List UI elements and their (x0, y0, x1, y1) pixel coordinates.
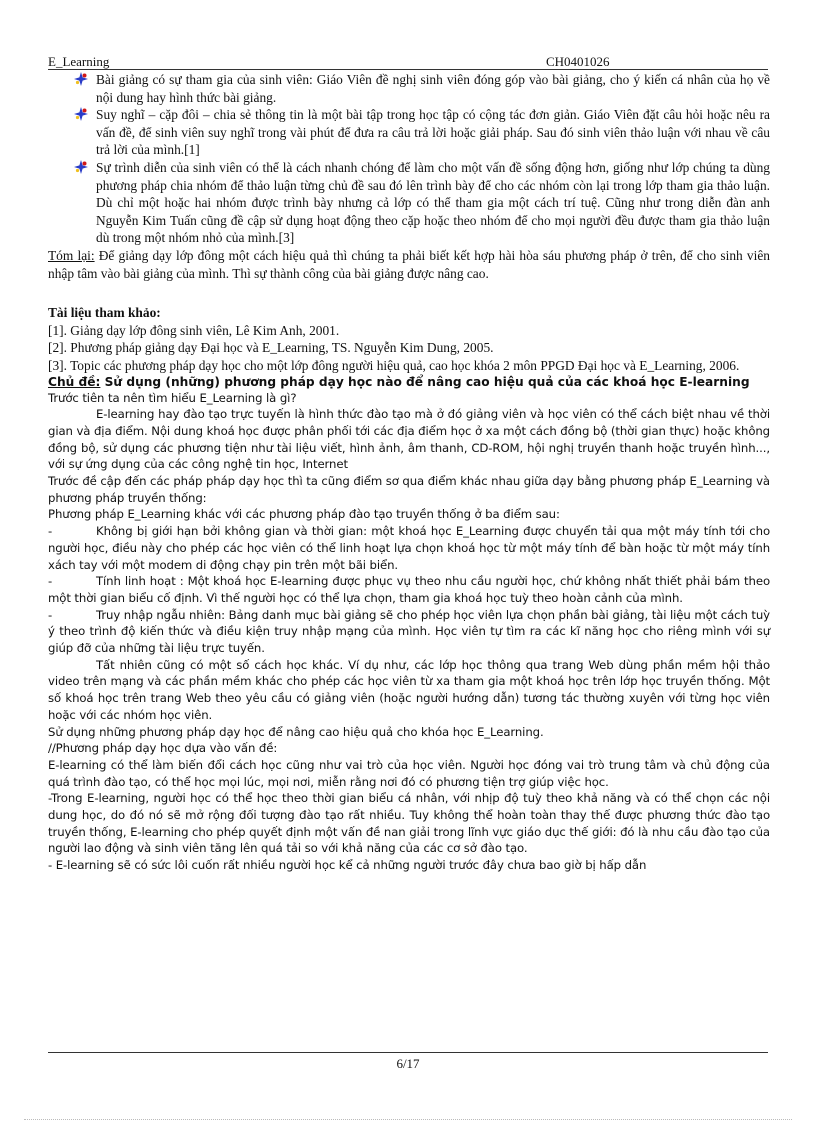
bullet-text: Sự trình diễn của sinh viên có thể là cách nhanh chóng để làm cho một vấn đề sống động hơn, giống như lớp chúng ta dùng phương pháp chia nhóm để thảo luận từng chủ đề sau đó lên trình bày để cho các nhóm còn lại trong lớp tham gia thảo luận. Dù chỉ một hoặc hai nhóm được trình bày nhưng cả lớp có thể tham gia một cách trí tuệ. Cũng như trong diễn đàn anh Nguyễn Kim Tuấn cũng đề cập sử dụng hoạt động theo cặp hoặc theo nhóm để cho mọi người đều được tham gia thảo luận dù trong một nhóm nhỏ của mình.[3] (96, 159, 770, 246)
dash-text: Truy nhập ngẫu nhiên: Bảng danh mục bài giảng sẽ cho phép học viên lựa chọn phần bài giảng, tài liệu một cách tuỳ ý theo trình độ kiến thức và điều kiện truy nhập mạng của mình. Học viên tự tìm ra các kĩ năng học cho riêng mình với sự giúp đỡ của những tài liệu trực tuyến. (48, 607, 770, 656)
summary-text: Để giảng dạy lớp đông một cách hiệu quả thì chúng ta phải biết kết hợp hài hòa sáu phương pháp ở trên, để cho sinh viên nhập tâm vào bài giảng của mình. Thì sự thành công của bài giảng được nâng cao. (48, 247, 770, 281)
topic-label: Chủ đề: (48, 374, 101, 389)
paragraph: //Phương pháp dạy học dựa vào vấn đề: (48, 741, 278, 756)
section-spacer (48, 282, 770, 304)
paragraph: -Trong E-learning, người học có thể học theo thời gian biểu cá nhân, với nhịp độ tuỳ theo khả năng và có thể chọn các nội dung học, do đó nó sẽ mở rộng đối tượng đào tạo rất nhiều. Tuy không thể hoàn toàn thay thế được phương thức đào tạo truyền thống, E-learning cho phép quyết định một vấn đề nan giải trong lĩnh vực giáo dục thế giới: đó là nhu cầu đào tạo của người lao động và sinh viên tăng lên quá tải so với khả năng của các cơ sở đào tạo. (48, 791, 770, 856)
page-footer (48, 1052, 768, 1073)
dash-text: Không bị giới hạn bởi không gian và thời gian: một khoá học E_Learning được chuyển tải qua một máy tính tới cho người học, điều này cho phép các học viên có thể linh hoạt lựa chọn khoá học từ một máy tính để bàn hoặc từ một máy tính xách tay với một modem di động chạy pin trên một bãi biển. (48, 524, 770, 572)
bullet-list (48, 71, 770, 282)
references-title: Tài liệu tham khảo: (48, 305, 161, 321)
paragraph: E-learning hay đào tạo trực tuyến là hình thức đào tạo mà ở đó giảng viên và học viên có thể cách biệt nhau về thời gian và địa điểm. Nội dung khoá học được phân phối tới các địa điểm học ở xa một cách đồng bộ (thời gian thực) hoặc không đồng bộ, sử dụng các phương tiện như tài liệu viết, hình ảnh, âm thanh, CD-ROM, hội nghị truyền thanh hoặc truyền hình..., với sự ứng dụng của các công nghệ tin học, Internet (48, 407, 770, 472)
reference-item: [2]. Phương pháp giảng dạy Đại học và E_Learning, TS. Nguyễn Kim Dung, 2005. (48, 340, 494, 356)
topic-heading (48, 375, 770, 390)
paragraph: Tất nhiên cũng có một số cách học khác. Ví dụ như, các lớp học thông qua trang Web dùng phần mềm hội thảo video trên mạng và các phần mềm khác cho phép các học viên từ xa tham gia một khoá học trên lớp học truyền thống. Một số khoá học trên trang Web theo yêu cầu có giảng viên (hoặc người hướng dẫn) tương tác thường xuyên với từng học viên hoặc với các nhóm học viên. (48, 657, 770, 722)
page-header (48, 54, 768, 70)
topic-text: Sử dụng (những) phương pháp dạy học nào để nâng cao hiệu quả của các khoá học E-learning (100, 374, 750, 389)
paragraph: - E-learning sẽ có sức lôi cuốn rất nhiều người học kể cả những người trước đây chưa bao giờ bị hấp dẫn (48, 858, 647, 873)
dash-item (48, 607, 770, 657)
page-number: 6/17 (396, 1056, 420, 1071)
dash-mark: - (48, 607, 53, 622)
dash-text: Tính linh hoạt : Một khoá học E-learning được phục vụ theo nhu cầu người học, chứ không nhất thiết phải bám theo một thời gian biểu cố định. Vì thế người học có thể lựa chọn, tham gia khoá học tuỳ theo hoàn cảnh của mình. (48, 574, 770, 605)
summary-paragraph (48, 247, 770, 282)
paragraph: Phương pháp E_Learning khác với các phương pháp đào tạo truyền thống ở ba điểm sau: (48, 507, 560, 522)
article-body (48, 390, 770, 874)
bullet-star-icon (74, 107, 88, 121)
references-section (48, 304, 770, 374)
header-code: CH0401026 (546, 54, 610, 69)
page-content (48, 71, 770, 874)
summary-label: Tóm lại: (48, 247, 95, 263)
list-item (48, 106, 770, 159)
dash-item (48, 523, 770, 573)
bullet-text: Suy nghĩ – cặp đôi – chia sẻ thông tin là một bài tập trong học tập có cộng tác đơn giản. Giáo Viên đặt câu hỏi hoặc nêu ra vấn đề, để sinh viên suy nghĩ trong vài phút để đưa ra câu trả lời hoặc giải pháp. Sau đó sinh viên thảo luận với nhau về câu trả lời của mình.[1] (96, 107, 770, 158)
dash-mark: - (48, 574, 53, 589)
paragraph: Trước tiên ta nên tìm hiểu E_Learning là gì? (48, 390, 297, 405)
reference-item: [1]. Giảng dạy lớp đông sinh viên, Lê Kim Anh, 2001. (48, 322, 340, 338)
reference-item: [3]. Topic các phương pháp dạy học cho một lớp đông người hiệu quả, cao học khóa 2 môn PPGD Đại học và E_Learning, 2006. (48, 357, 740, 373)
bullet-star-icon (74, 160, 88, 174)
dash-item (48, 573, 770, 606)
paragraph: Sử dụng những phương pháp dạy học để nâng cao hiệu quả cho khóa học E_Learning. (48, 724, 544, 739)
paragraph: E-learning có thể làm biến đổi cách học cũng như vai trò của học viên. Người học đóng vai trò trung tâm và chủ động của quá trình đào tạo, có thể học mọi lúc, mọi nơi, miễn rằng nơi đó có phương tiện trợ giúp việc học. (48, 757, 770, 789)
bullet-text: Bài giảng có sự tham gia của sinh viên: Giáo Viên đề nghị sinh viên đóng góp vào bài giảng, cho ý kiến cá nhân của họ về nội dung hay hình thức bài giảng. (96, 72, 770, 105)
list-item (48, 71, 770, 106)
bullet-star-icon (74, 72, 88, 86)
page-boundary (24, 1119, 792, 1120)
list-item (48, 159, 770, 247)
dash-mark: - (48, 524, 53, 539)
paragraph: Trước đề cập đến các pháp pháp dạy học thì ta cũng điểm sơ qua điểm khác nhau giữa dạy bằng phương pháp E_Learning và phương pháp truyền thống: (48, 474, 770, 505)
header-title: E_Learning (48, 54, 110, 69)
